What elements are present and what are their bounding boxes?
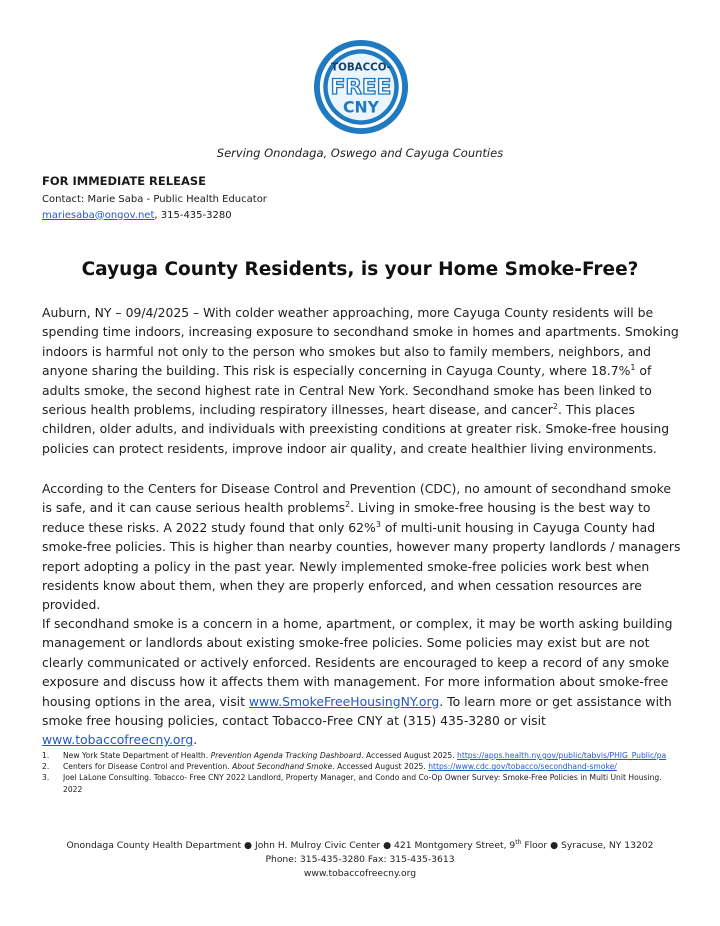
logo-line1: TOBACCO- <box>331 61 391 74</box>
footnote-source: New York State Department of Health. <box>63 751 211 760</box>
tagline: Serving Onondaga, Oswego and Cayuga Counties <box>216 146 504 160</box>
contact-line <box>42 208 267 224</box>
footer-website: www.tobaccofreecny.org <box>303 868 417 879</box>
footer-address-a: Onondaga County Health Department ● John H. Mulroy Civic Center ● 421 Montgomery Street, 9 <box>66 840 516 851</box>
footnote-number: 2. <box>42 762 50 772</box>
p2-text-b: . Living in smoke-free housing is the best way to reduce these risks. A 2022 study found that only 62% <box>42 500 651 535</box>
footer <box>0 839 720 881</box>
paragraph-2 <box>42 479 682 615</box>
p1-footnote-ref-1: 1 <box>630 363 636 373</box>
contact-phone: , 315-435-3280 <box>154 209 232 221</box>
footnote-text <box>63 761 682 772</box>
footnote-2 <box>42 761 682 772</box>
paragraph-3 <box>42 614 682 750</box>
footer-ordinal: th <box>515 838 522 846</box>
footnote-text <box>63 750 682 761</box>
footnotes <box>42 750 682 795</box>
footnote-link[interactable]: https://apps.health.ny.gov/public/tabvis/PHIG_Public/pa <box>457 751 667 760</box>
footnote-source: Centers for Disease Control and Prevention. <box>63 762 233 772</box>
tobacco-free-cny-logo <box>312 38 410 136</box>
footnote-title: Prevention Agenda Tracking Dashboard <box>210 751 362 760</box>
p1-text-a: Auburn, NY – 09/4/2025 – With colder weather approaching, more Cayuga County residents will be spending time indoors, increasing exposure to secondhand smoke in homes and apartments. Smoking indoors is harmful not only to the person who smokes but also to family members, neighbors, and anyone sharing the building. This risk is especially concerning in Cayuga County, where 18.7% <box>42 305 679 379</box>
p1-text-b: of adults smoke, the second highest rate in Central New York. Secondhand smoke has been linked to serious health problems, including respiratory illnesses, heart disease, and cancer <box>42 363 652 418</box>
p3-text-b: . To learn more or get assistance with smoke free housing policies, contact Tobacco-Free CNY at (315) 435-3280 or visit <box>42 693 672 729</box>
footnote-1 <box>42 750 682 761</box>
footer-address <box>0 839 720 853</box>
p3-text-c: . <box>193 732 198 748</box>
footnote-accessed: . Accessed August 2025. <box>332 762 429 772</box>
p2-text-a: According to the Centers for Disease Control and Prevention (CDC), no amount of secondhand smoke is safe, and it can cause serious health problems <box>42 481 672 516</box>
p2-text-c: of multi-unit housing in Cayuga County had smoke-free policies. This is higher than nearby counties, however many property landlords / managers report adopting a policy in the past year. Newly implemented smoke-free policies work best when residents know about them, when they are properly enforced, and when cessation resources are provided. <box>42 519 681 613</box>
p1-text-c: . This places children, older adults, and individuals with preexisting conditions at greater risk. Smoke-free housing policies can protect residents, improve indoor air quality, and create healthier living environments. <box>42 402 670 456</box>
contact-person: Contact: Marie Saba - Public Health Educator <box>42 194 267 205</box>
footnote-accessed: . Accessed August 2025. <box>361 751 458 760</box>
contact-email-link[interactable]: mariesaba@ongov.net <box>42 209 155 221</box>
footnote-link[interactable]: https://www.cdc.gov/tobacco/secondhand-smoke/ <box>428 762 617 772</box>
headline: Cayuga County Residents, is your Home Smoke-Free? <box>81 259 639 280</box>
footnote-text: Joel LaLone Consulting. Tobacco- Free CNY 2022 Landlord, Property Manager, and Condo and Co-Op Owner Survey: Smoke-Free Policies in Multi Unit Housing. 2022 <box>63 773 662 794</box>
footnote-3 <box>42 772 682 794</box>
paragraph-1 <box>42 303 682 458</box>
p2-footnote-ref-2: 3 <box>375 519 381 529</box>
p2-footnote-ref-1: 2 <box>345 500 351 510</box>
tobaccofreecny-link[interactable]: www.tobaccofreecny.org <box>42 732 194 748</box>
p1-footnote-ref-2: 2 <box>552 401 558 411</box>
smokefree-housing-link[interactable]: www.SmokeFreeHousingNY.org <box>248 693 440 709</box>
release-label: FOR IMMEDIATE RELEASE <box>42 174 206 188</box>
logo-emblem <box>312 38 410 136</box>
logo-line3: CNY <box>343 97 379 117</box>
p3-text-a: If secondhand smoke is a concern in a home, apartment, or complex, it may be worth asking building management or landlords about existing smoke-free policies. Some policies may exist but are not clearly communicated or actively enforced. Residents are encouraged to keep a record of any smoke exposure and discuss how it affects them with management. For more information about smoke-free housing options in the area, visit <box>42 616 673 709</box>
contact-block <box>42 192 267 223</box>
footnote-number: 1. <box>42 751 50 760</box>
footnote-number: 3. <box>42 773 50 783</box>
footer-phone-fax: Phone: 315-435-3280 Fax: 315-435-3613 <box>265 854 455 865</box>
footnote-title: About Secondhand Smoke <box>232 762 333 772</box>
logo-line2: FREE <box>330 74 392 100</box>
footer-address-b: Floor ● Syracuse, NY 13202 <box>521 840 654 851</box>
